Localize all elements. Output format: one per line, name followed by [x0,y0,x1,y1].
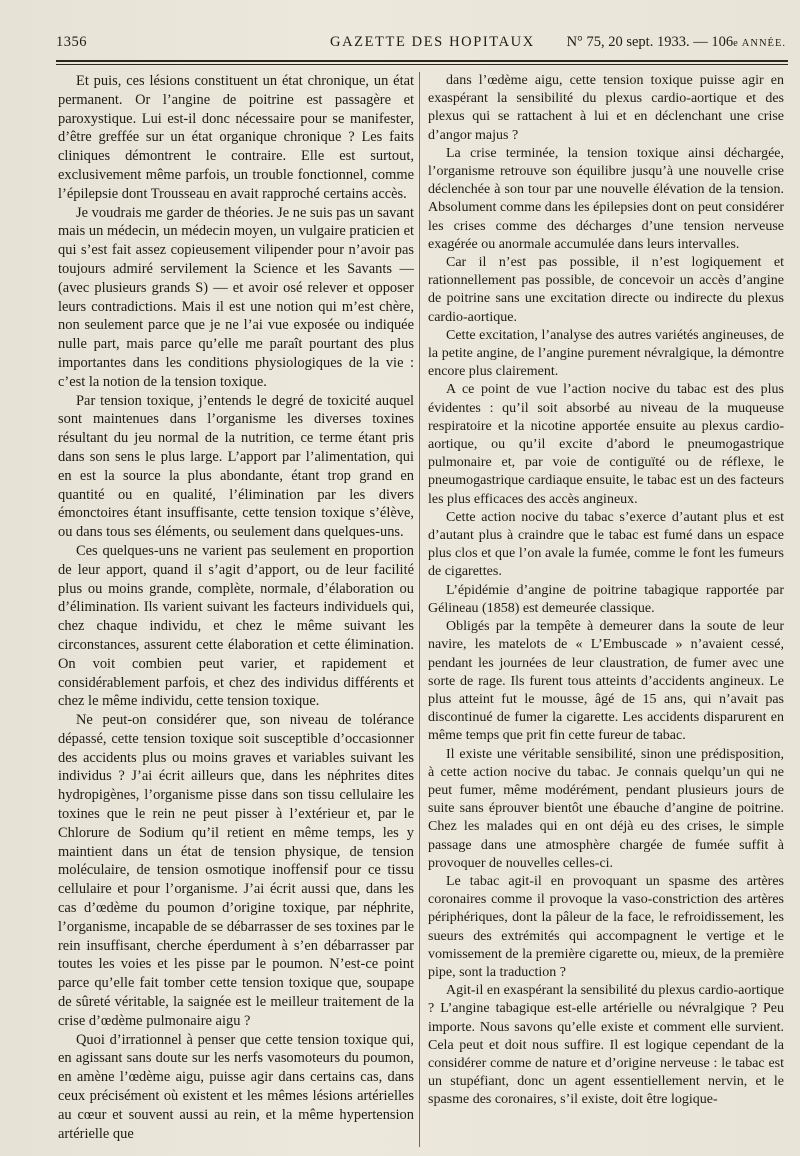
paragraph: Par tension toxique, j’entends le degré de toxicité auquel sont maintenues dans l’organisme les diverses toxines résultant du jeu normal de la nutrition, ce terme étant pris dans son sens le plus large. L’apport par l’alimentation, qui en est la source la plus abondante, étant trop grand en quantité ou en qualité, l’élimination par les divers émonctoires étant insuffisante, cette tension toxique s’élève, ou dans tous ses éléments, ou seulement dans quelques-uns. [58,392,414,541]
header-rule-thin [56,64,788,65]
journal-title: GAZETTE DES HOPITAUX [330,34,535,50]
paragraph: Cette action nocive du tabac s’exerce d’autant plus et est d’autant plus à craindre que le tabac est fumé dans un espace plus clos et que l’on avale la fumée, comme le font les fumeurs de cigarettes. [428,509,784,580]
paragraph: Ne peut-on considérer que, son niveau de tolérance dépassé, cette tension toxique soit susceptible d’occasionner des accidents plus ou moins graves et variables suivant les individus ? J’ai écrit ailleurs que, dans les néphrites dites hydropigènes, l’organisme pisse dans son tissu cellulaire les toxines que le rein ne peut pisser à l’extérieur et, par le Chlorure de Sodium qu’il retient en même temps, les y maintient dans un état de tension physique, de tension moléculaire, de tension osmotique inoffensif pour ce tissu cellulaire et pour l’organisme. J’ai écrit aussi que, dans les cas d’œdème du poumon d’origine toxique, par néphrite, l’organisme, incapable de se débarrasser de ses toxines par le rein insuffisant, cherche éperdument à s’en débarrasser par toutes les voies et les pisse par le poumon. N’est-ce point parce qu’elle fait tomber cette tension toxique que, soupape de sûreté véritable, la saignée est le meilleur traitement de la crise d’œdème pulmonaire aigu ? [58,712,414,1029]
left-column [58,72,414,1143]
paragraph: Cette excitation, l’analyse des autres variétés angineuses, de la petite angine, de l’angine purement névralgique, la démontre encore plus clairement. [428,327,784,380]
paragraph: La crise terminée, la tension toxique ainsi déchargée, l’organisme retrouve son équilibre jusqu’à une nouvelle crise déclenchée à son tour par une nouvelle élévation de la tension. Absolument comme dans les épilepsies dont on peut considérer les crises comme des décharges d’une tension nerveuse exagérée ou anormale accumulée dans leurs intervalles. [428,145,784,252]
paragraph: Je voudrais me garder de théories. Je ne suis pas un savant mais un médecin, un médecin moyen, un vulgaire praticien et qui s’est fait assez copieusement vilipender pour n’avoir pas toujours admiré servilement la Science et les Savants — (avec plusieurs grands S) — et avoir osé relever et opposer leurs contradictions. Mais il est une notion qui m’est chère, non seulement parce que je ne l’ai vue exposée ou indiquée nulle part, mais parce qu’elle me paraît pourtant des plus importantes dans les conditions physiologiques de la vie : c’est la notion de la tension toxique. [58,204,414,390]
paragraph: A ce point de vue l’action nocive du tabac est des plus évidentes : qu’il soit absorbé au niveau de la muqueuse respiratoire et la nicotine apportée ensuite au plexus cardio-aortique, ou qu’il excite d’abord le pneumogastrique pulmonaire et, par voie de contiguïté ou de réflexe, le pneumogastrique cardiaque ensuite, le tabac est un des facteurs les plus efficaces des accès angineux. [428,382,784,507]
column-divider [419,72,420,1147]
paragraph: dans l’œdème aigu, cette tension toxique puisse agir en exaspérant la sensibilité du plexus cardio-aortique et des plexus qui se rattachent à lui et en déclenchant une crise d’angor majus ? [428,73,784,143]
paragraph: Il existe une véritable sensibilité, sinon une prédisposition, à cette action nocive du tabac. Je connais quelqu’un qui ne peut fumer, même modérément, pendant plusieurs jours de suite sans éprouver bientôt une ébauche d’angine de poitrine. Chez les malades qui en ont déjà eu des crises, le simple passage dans une atmosphère chargée de fumée suffit à provoquer de nouvelles celles-ci. [428,746,784,871]
issue-number-date: N° 75, 20 sept. 1933. — 106 [566,34,734,50]
page-header [56,30,786,52]
paragraph: L’épidémie d’angine de poitrine tabagique rapportée par Gélineau (1858) est demeurée classique. [428,582,784,616]
paragraph: Agit-il en exaspérant la sensibilité du plexus cardio-aortique ? L’angine tabagique est-elle artérielle ou névralgique ? Peu importe. Nous savons qu’elle existe et comment elle survient. Cela peut et doit nous suffire. Il est logique cependant de la considérer comme de nature et d’origine nerveuse : le tabac est un stupéfiant, donc un agent essentiellement nervin, et le spasme des coronaires, s’il existe, doit être logique- [428,983,784,1108]
paragraph: Obligés par la tempête à demeurer dans la soute de leur navire, les matelots de « L’Embuscade » n’avaient cessé, pendant les journées de leur claustration, de fumer avec une sorte de rage. Ils furent tous atteints d’accidents angineux. Le plus atteint fut le mousse, âgé de 15 ans, qui n’avait pas discontinué de fumer la cigarette. Les accidents disparurent en même temps que prit fin cette fureur de tabac. [428,619,784,744]
paragraph: Ces quelques-uns ne varient pas seulement en proportion de leur apport, quand il s’agit d’apport, ou de leur facilité plus ou moins grande, complète, normale, d’élaboration ou d’élimination. Ils varient suivant les facteurs individuels qui, chez chaque individu, et chez le même suivant les circonstances, assurent cette élaboration et cette élimination. On voit combien peut varier, et rapidement et considérablement parfois, et chez des individus différents et chez le même individu, cette tension toxique. [58,542,414,710]
header-rule-thick [56,60,788,62]
page-number: 1356 [56,34,87,50]
right-column [428,72,784,1110]
issue-info [567,34,786,51]
paragraph: Quoi d’irrationnel à penser que cette tension toxique qui, en agissant sans doute sur les nerfs vasomoteurs du poumon, en amène l’œdème aigu, puisse agir dans certains cas, dans ceux précisément où existent et les mêmes lésions artérielles au cœur et souvent aussi au rein, et la même hypertension artérielle que [58,1031,414,1142]
paragraph: Car il n’est pas possible, il n’est logiquement et rationnellement pas possible, de concevoir un accès d’angine de poitrine sans une excitation directe ou indirecte du plexus cardio-aortique. [428,255,784,325]
issue-year-label: e ANNÉE. [733,38,786,49]
paragraph: Le tabac agit-il en provoquant un spasme des artères coronaires comme il provoque la vaso-constriction des artères périphériques, dont la pâleur de la face, le refroidissement, les sueurs des extrémités qui accompagnent le vertige et le vomissement de la première cigarette ou, mieux, de la première pipe, sont la traduction ? [428,873,784,980]
paragraph: Et puis, ces lésions constituent un état chronique, un état permanent. Or l’angine de poitrine est passagère et paroxystique. Lui est-il donc nécessaire pour se manifester, d’être greffée sur un état organique chronique ? Les faits cliniques démontrent le contraire. Elle est surtout, exclusivement même parfois, un trouble fonctionnel, comme l’épilepsie dont Trousseau en avait rapproché certains accès. [58,73,414,202]
